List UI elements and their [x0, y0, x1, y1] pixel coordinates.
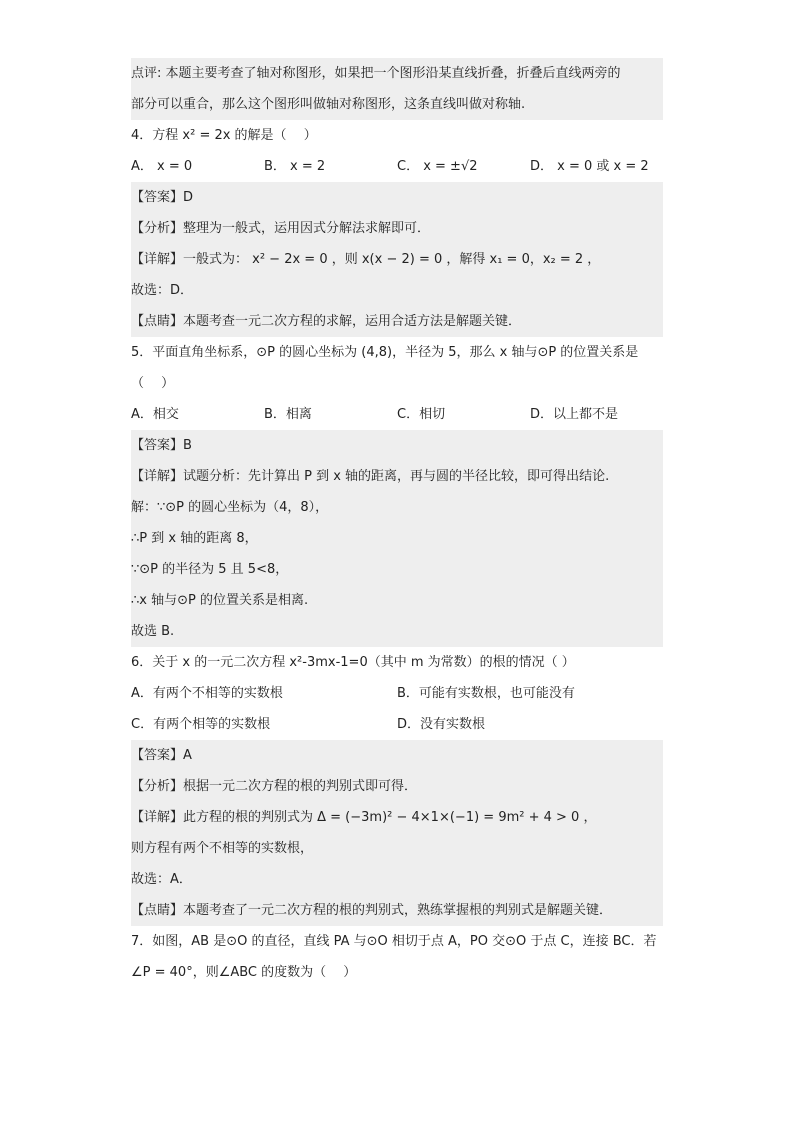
choice-option: B．可能有实数根，也可能没有 — [397, 686, 575, 701]
line-text: 【答案】A — [131, 748, 192, 763]
option-row — [131, 151, 663, 182]
line-text: 5．平面直角坐标系，⊙P 的圆心坐标为 (4,8)，半径为 5，那么 x 轴与⊙P 的位置关系是 — [131, 345, 639, 360]
text-line — [131, 461, 663, 492]
text-line — [131, 771, 663, 802]
line-text: 点评: 本题主要考查了轴对称图形，如果把一个图形沿某直线折叠，折叠后直线两旁的 — [131, 66, 621, 81]
text-line — [131, 585, 663, 616]
line-text: ∴x 轴与⊙P 的位置关系是相离. — [131, 593, 309, 608]
line-text: ∠P = 40°，则∠ABC 的度数为（ ） — [131, 965, 357, 980]
text-line — [131, 89, 663, 120]
text-line — [131, 337, 663, 368]
line-text: 【分析】整理为一般式，运用因式分解法求解即可． — [131, 221, 431, 236]
option-row — [131, 678, 663, 709]
text-line — [131, 182, 663, 213]
text-line — [131, 926, 663, 957]
line-text: 7．如图，AB 是⊙O 的直径，直线 PA 与⊙O 相切于点 A，PO 交⊙O 于点 C，连接 BC．若 — [131, 934, 657, 949]
text-line — [131, 895, 663, 926]
text-line — [131, 647, 663, 678]
option-row — [131, 399, 663, 430]
text-line — [131, 740, 663, 771]
text-line — [131, 306, 663, 337]
line-text: ∴P 到 x 轴的距离 8， — [131, 531, 258, 546]
choice-option: A．有两个不相等的实数根 — [131, 686, 283, 701]
text-line — [131, 833, 663, 864]
line-text: 则方程有两个不相等的实数根， — [131, 841, 314, 856]
line-text: 【详解】此方程的根的判别式为 Δ = (−3m)² − 4×1×(−1) = 9m² + 4 > 0 ， — [131, 810, 597, 825]
line-text: 【点睛】本题考查了一元二次方程的根的判别式，熟练掌握根的判别式是解题关键． — [131, 903, 613, 918]
line-text: 【详解】一般式为： x² − 2x = 0 ，则 x(x − 2) = 0 ，解得 x₁ = 0，x₂ = 2 ， — [131, 252, 601, 267]
choice-option: D． x = 0 或 x = 2 — [530, 159, 649, 174]
text-line — [131, 802, 663, 833]
line-text: 故选：A． — [131, 872, 192, 887]
text-line — [131, 523, 663, 554]
choice-option: A．相交 — [131, 407, 179, 422]
text-line — [131, 213, 663, 244]
text-line — [131, 275, 663, 306]
text-line — [131, 120, 663, 151]
line-text: 6．关于 x 的一元二次方程 x²-3mx-1=0（其中 m 为常数）的根的情况（ ） — [131, 655, 575, 670]
choice-option: C．相切 — [397, 407, 446, 422]
line-text: 部分可以重合，那么这个图形叫做轴对称图形，这条直线叫做对称轴. — [131, 97, 526, 112]
line-text: 故选 B. — [131, 624, 175, 639]
line-text: 【分析】根据一元二次方程的根的判别式即可得． — [131, 779, 418, 794]
line-text: 【详解】试题分析：先计算出 P 到 x 轴的距离，再与圆的半径比较，即可得出结论. — [131, 469, 610, 484]
choice-option: C． x = ±√2 — [397, 159, 478, 174]
line-text: 【点睛】本题考查一元二次方程的求解，运用合适方法是解题关键． — [131, 314, 522, 329]
line-text: 解：∵⊙P 的圆心坐标为（4，8）， — [131, 500, 329, 515]
choice-option: A． x = 0 — [131, 159, 193, 174]
document-page — [131, 58, 663, 988]
line-text: 4．方程 x² = 2x 的解是（ ） — [131, 128, 317, 143]
choice-option: C．有两个相等的实数根 — [131, 717, 271, 732]
choice-option: B．相离 — [264, 407, 312, 422]
line-text: （ ） — [131, 376, 175, 391]
line-text: 【答案】B — [131, 438, 192, 453]
line-text: ∵⊙P 的半径为 5 且 5<8， — [131, 562, 289, 577]
text-line — [131, 430, 663, 461]
option-row — [131, 709, 663, 740]
choice-option: D．以上都不是 — [530, 407, 619, 422]
text-line — [131, 368, 663, 399]
text-line — [131, 864, 663, 895]
text-line — [131, 58, 663, 89]
text-line — [131, 957, 663, 988]
choice-option: B． x = 2 — [264, 159, 326, 174]
text-line — [131, 492, 663, 523]
line-text: 【答案】D — [131, 190, 194, 205]
text-line — [131, 616, 663, 647]
text-line — [131, 554, 663, 585]
text-line — [131, 244, 663, 275]
line-text: 故选：D． — [131, 283, 194, 298]
choice-option: D．没有实数根 — [397, 717, 486, 732]
